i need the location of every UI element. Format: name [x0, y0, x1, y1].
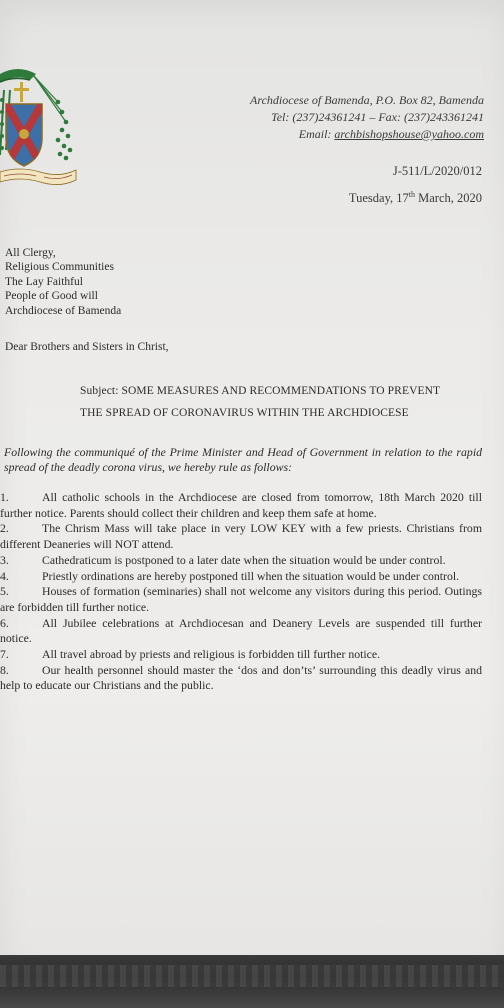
recipient-line: All Clergy,	[5, 247, 56, 259]
item-text: Cathedraticum is postponed to a later date when the situation would be under control.	[42, 552, 446, 567]
measures-list	[0, 490, 482, 694]
sender-email-line	[250, 126, 484, 143]
sender-line-1: Archdiocese of Bamenda, P.O. Box 82, Bamenda	[250, 93, 484, 107]
subject-line-2: THE SPREAD OF CORONAVIRUS WITHIN THE ARCHDIOCESE	[80, 407, 409, 419]
item-number: 7.	[0, 647, 9, 662]
list-item	[0, 553, 482, 569]
item-number: 4.	[0, 568, 9, 583]
email-label: Email:	[298, 127, 335, 141]
sender-address	[250, 92, 484, 143]
item-number: 2.	[0, 521, 9, 536]
letter-date	[349, 190, 482, 206]
intro-paragraph: Following the communiqué of the Prime Minister and Head of Government in relation to the rapid spread of the deadly corona virus, we hereby rule as follows:	[4, 445, 482, 474]
date-rest: March, 2020	[415, 191, 482, 206]
list-item	[0, 521, 482, 552]
item-text: All travel abroad by priests and religious is forbidden till further notice.	[42, 647, 381, 662]
item-text: All catholic schools in the Archdiocese are closed from tomorrow, 18th March 2020 till further notice. Parents should collect their children and keep them safe at home.	[0, 490, 482, 520]
recipient-line: Archdiocese of Bamenda	[5, 304, 122, 317]
item-text: All Jubilee celebrations at Archdiocesan and Deanery Levels are suspended till further notice.	[0, 615, 482, 646]
subject-line	[80, 380, 480, 424]
item-number: 3.	[0, 552, 9, 567]
salutation: Dear Brothers and Sisters in Christ,	[5, 341, 169, 353]
list-item	[0, 490, 482, 521]
item-number: 8.	[0, 662, 9, 677]
list-item	[0, 663, 482, 694]
reference-number: J-511/L/2020/012	[392, 164, 482, 178]
subject-line-1: Subject: SOME MEASURES AND RECOMMENDATIONS TO PREVENT	[80, 385, 441, 397]
coat-of-arms-icon	[0, 60, 80, 190]
table-edge	[0, 955, 504, 1008]
item-text: Houses of formation (seminaries) shall not welcome any visitors during this period. Outings are forbidden till further notice.	[0, 584, 482, 614]
item-text: The Chrism Mass will take place in very LOW KEY with a few priests. Christians from different Deaneries will NOT attend.	[0, 521, 482, 552]
item-number: 5.	[0, 584, 9, 599]
list-item	[0, 584, 482, 615]
list-item	[0, 647, 482, 663]
item-number: 6.	[0, 615, 9, 630]
list-item	[0, 616, 482, 647]
recipients-block	[5, 246, 121, 318]
table-edge-band	[0, 965, 504, 987]
recipient-line: People of Good will	[5, 290, 98, 303]
item-text: Our health personnel should master the ‘dos and don’ts’ surrounding this deadly virus and help to educate our Christians and the public.	[0, 662, 482, 693]
recipient-line: Religious Communities	[5, 261, 114, 274]
date-prefix: Tuesday, 17	[348, 191, 409, 206]
item-text: Priestly ordinations are hereby postponed till when the situation would be under control.	[42, 568, 460, 583]
recipient-line: The Lay Faithful	[5, 275, 83, 288]
email-link[interactable]: archbishopshouse@yahoo.com	[334, 127, 484, 141]
date-ordinal: th	[408, 190, 415, 199]
item-number: 1.	[0, 490, 9, 504]
list-item	[0, 569, 482, 585]
sender-line-2: Tel: (237)24361241 – Fax: (237)243361241	[271, 110, 484, 124]
